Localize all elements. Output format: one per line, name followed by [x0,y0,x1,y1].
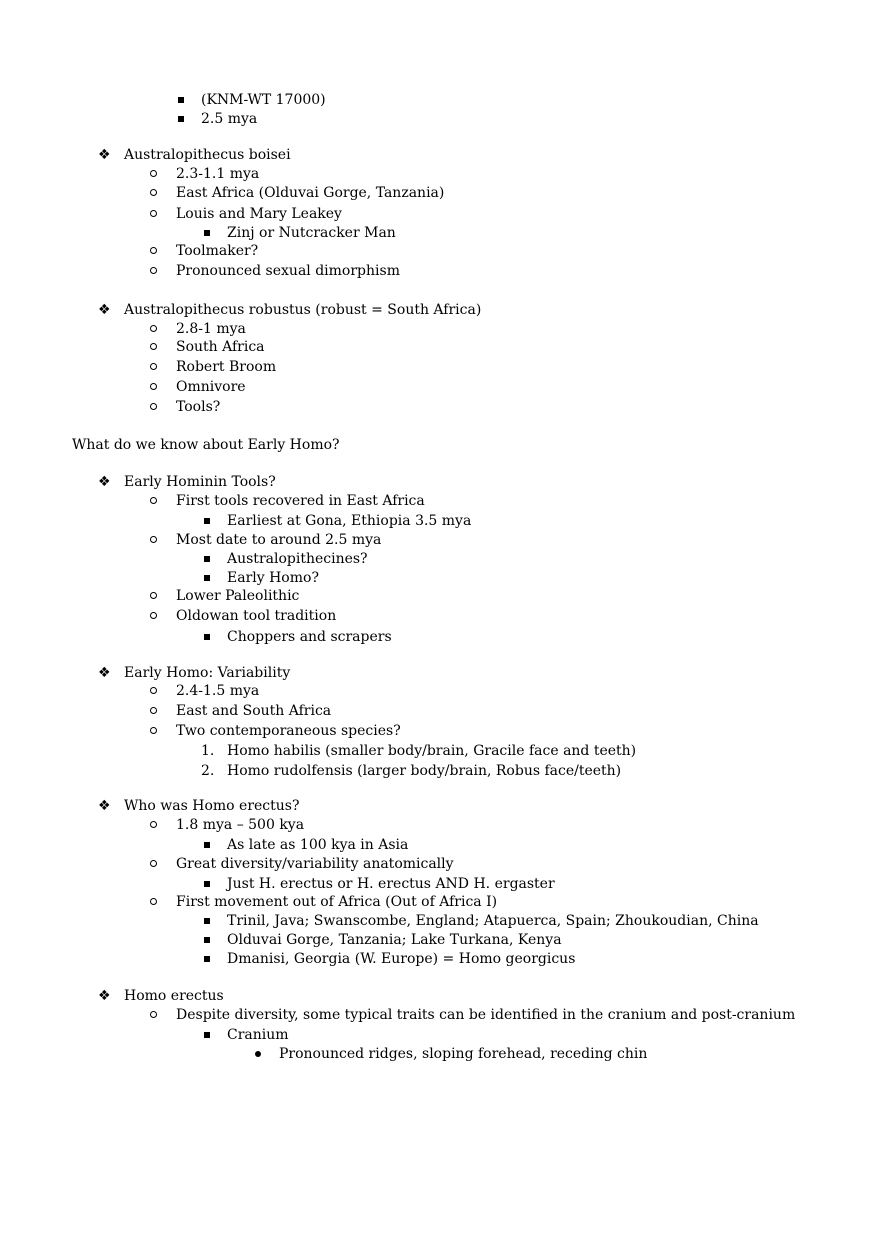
document-page: (KNM-WT 17000) 2.5 mya ❖ Australopithecus boisei 2.3-1.1 mya East Africa (Olduvai Gorge, Tanzania) Louis and Mary Leakey Zinj or Nutcracker Man Toolmaker? Pronounced sexual dimorphism ❖ Australopithecus robustus (robust = South Africa) 2.8-1 mya South Africa Robert Broom Omnivore Tools? What do we know about Early Homo? ❖ Early Hominin Tools? First tools recovered in East Africa Earliest at Gona, Ethiopia 3.5 mya Most date to around 2.5 mya Australopithecines? Early Homo? Lower Paleolithic Oldowan tool tradition Choppers and scrapers ❖ Early Homo: Variability 2.4-1.5 mya East and South Africa Two contemporaneous species? 1. Homo habilis (smaller body/brain, Gracile face and teeth) 2. Homo rudolfensis (larger body/brain, Robus face/teeth) ❖ Who was Homo erectus? 1.8 mya – 500 kya As late as 100 kya in Asia Great diversity/variability anatomically Just H. erectus or H. erectus AND H. ergaster First movement out of Africa (Out of Africa I) Trinil, Java; Swanscombe, England; Atapuerca, Spain; Zhoukoudian, China Olduvai Gorge, Tanzania; Lake Turkana, Kenya Dmanisi, Georgia (W. Europe) = Homo georgicus ❖ Homo erectus Despite diversity, some typical traits can be identified in the cranium and post-cranium Cranium Pronounced ridges, sloping forehead, receding chin [72,92,796,1062]
list-item: Tools? [176,399,221,415]
list-item: 2.8-1 mya [176,321,246,337]
list-item: Homo rudolfensis (larger body/brain, Robus face/teeth) [227,763,622,779]
list-item: Despite diversity, some typical traits can be identified in the cranium and post-cranium [176,1007,796,1023]
list-item: Two contemporaneous species? [176,723,401,739]
list-item: South Africa [176,339,265,355]
list-item: 1.8 mya – 500 kya [176,817,305,833]
list-item: Olduvai Gorge, Tanzania; Lake Turkana, Kenya [227,932,562,948]
section-heading: Homo erectus [124,988,224,1004]
paragraph-heading: What do we know about Early Homo? [72,437,340,453]
list-item: 2.4-1.5 mya [176,683,260,699]
list-item: 2.5 mya [201,111,258,127]
list-item: Early Homo? [227,570,319,586]
list-item: Omnivore [176,379,246,395]
list-item: 2.3-1.1 mya [176,166,260,182]
list-item: First movement out of Africa (Out of Africa I) [176,894,498,910]
section-heading: Australopithecus boisei [124,147,291,163]
list-item: As late as 100 kya in Asia [227,837,409,853]
list-item: Cranium [227,1027,289,1043]
list-item: Pronounced sexual dimorphism [176,263,400,279]
section-heading: Australopithecus robustus (robust = South Africa) [124,302,482,318]
list-item: Dmanisi, Georgia (W. Europe) = Homo georgicus [227,951,576,967]
section-heading: Early Homo: Variability [124,665,291,681]
list-item: East Africa (Olduvai Gorge, Tanzania) [176,185,445,201]
list-item: First tools recovered in East Africa [176,493,425,509]
section-heading: Who was Homo erectus? [124,798,300,814]
list-item: Most date to around 2.5 mya [176,532,382,548]
list-item: Pronounced ridges, sloping forehead, receding chin [279,1046,648,1062]
list-item: Zinj or Nutcracker Man [227,225,396,241]
list-item: Australopithecines? [227,551,368,567]
list-item: (KNM-WT 17000) [201,92,326,108]
list-item: Choppers and scrapers [227,629,392,645]
list-item: Great diversity/variability anatomically [176,856,454,872]
section-heading: Early Hominin Tools? [124,474,276,490]
list-item: Earliest at Gona, Ethiopia 3.5 mya [227,513,472,529]
list-item: Louis and Mary Leakey [176,206,342,222]
list-item: Robert Broom [176,359,277,375]
list-item: Lower Paleolithic [176,588,300,604]
list-item: Homo habilis (smaller body/brain, Gracile face and teeth) [227,743,637,759]
list-item: Trinil, Java; Swanscombe, England; Atapuerca, Spain; Zhoukoudian, China [227,913,759,929]
list-item: Toolmaker? [176,243,259,259]
list-item: East and South Africa [176,703,332,719]
list-item: Oldowan tool tradition [176,608,337,624]
list-item: Just H. erectus or H. erectus AND H. ergaster [227,876,555,892]
